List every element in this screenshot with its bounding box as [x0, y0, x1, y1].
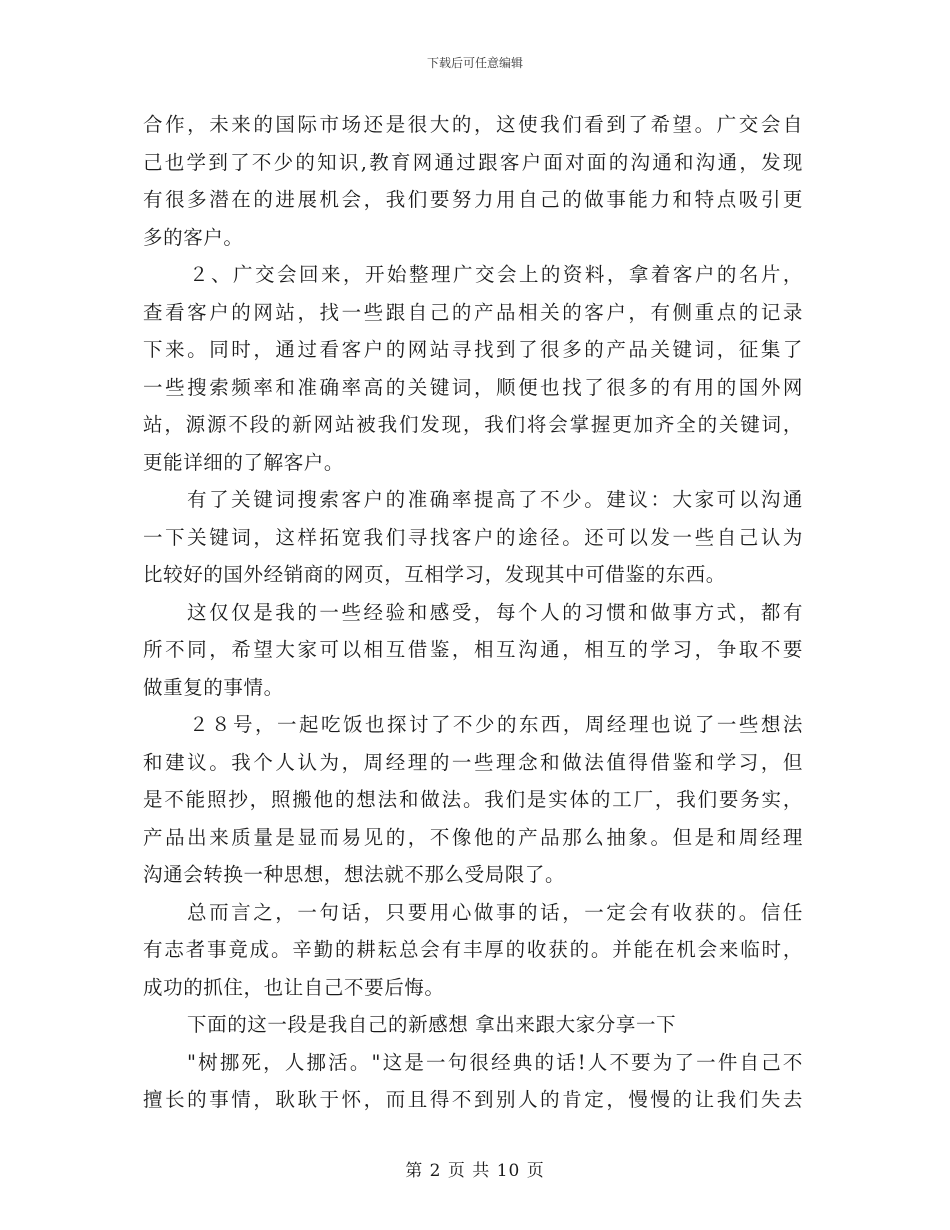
body-line: ２８号，一起吃饭也探讨了不少的东西，周经理也说了一些想法 [189, 713, 803, 736]
body-line: 查看客户的网站，找一些跟自己的产品相关的客户，有侧重点的记录 [143, 300, 803, 324]
body-line: 下面的这一段是我自己的新感想 拿出来跟大家分享一下 [187, 1013, 677, 1036]
body-line: 己也学到了不少的知识,教育网通过跟客户面对面的沟通和沟通，发现 [143, 150, 803, 174]
page-footer-number: 第 2 页 共 10 页 [405, 1161, 545, 1181]
body-line: 站，源源不段的新网站被我们发现，我们将会掌握更加齐全的关键词， [143, 413, 803, 436]
body-line: 擅长的事情，耿耿于怀，而且得不到别人的肯定，慢慢的让我们失去 [143, 1088, 803, 1111]
body-line: 有很多潜在的进展机会，我们要努力用自己的做事能力和特点吸引更 [143, 188, 803, 211]
body-line: 和建议。我个人认为，周经理的一些理念和做法值得借鉴和学习，但 [143, 750, 803, 774]
body-line: 所不同，希望大家可以相互借鉴，相互沟通，相互的学习，争取不要 [143, 638, 803, 661]
body-line: 一下关键词，这样拓宽我们寻找客户的途径。还可以发一些自己认为 [143, 525, 803, 549]
document-body [143, 106, 803, 1119]
body-line: 做重复的事情。 [143, 675, 284, 699]
body-line: 沟通会转换一种思想，想法就不那么受局限了。 [143, 863, 566, 886]
body-line: ２、广交会回来，开始整理广交会上的资料，拿着客户的名片， [189, 263, 803, 286]
body-line: 多的客户。 [143, 225, 244, 249]
body-line: 是不能照抄，照搬他的想法和做法。我们是实体的工厂，我们要务实， [143, 788, 803, 811]
body-line: 更能详细的了解客户。 [143, 450, 345, 474]
body-line: 比较好的国外经销商的网页，互相学习，发现其中可借鉴的东西。 [143, 563, 726, 586]
body-line: 产品出来质量是显而易见的，不像他的产品那么抽象。但是和周经理 [143, 825, 803, 849]
body-line: 有志者事竟成。辛勤的耕耘总会有丰厚的收获的。并能在机会来临时， [143, 938, 803, 961]
body-line: "树挪死，人挪活。"这是一句很经典的话!人不要为了一件自己不 [187, 1050, 803, 1074]
body-line: 合作，未来的国际市场还是很大的，这使我们看到了希望。广交会自 [143, 113, 803, 136]
body-line: 下来。同时，通过看客户的网站寻找到了很多的产品关键词，征集了 [143, 338, 803, 361]
body-line: 一些搜索频率和准确率高的关键词，顺便也找了很多的有用的国外网 [143, 375, 803, 399]
body-line: 成功的抓住，也让自己不要后悔。 [143, 975, 445, 999]
page-header-note: 下载后可任意编辑 [426, 56, 523, 70]
body-line: 这仅仅是我的一些经验和感受，每个人的习惯和做事方式，都有 [187, 600, 803, 624]
body-line: 有了关键词搜索客户的准确率提高了不少。建议：大家可以沟通 [187, 488, 803, 511]
body-line: 总而言之，一句话，只要用心做事的话，一定会有收获的。信任 [187, 900, 803, 924]
